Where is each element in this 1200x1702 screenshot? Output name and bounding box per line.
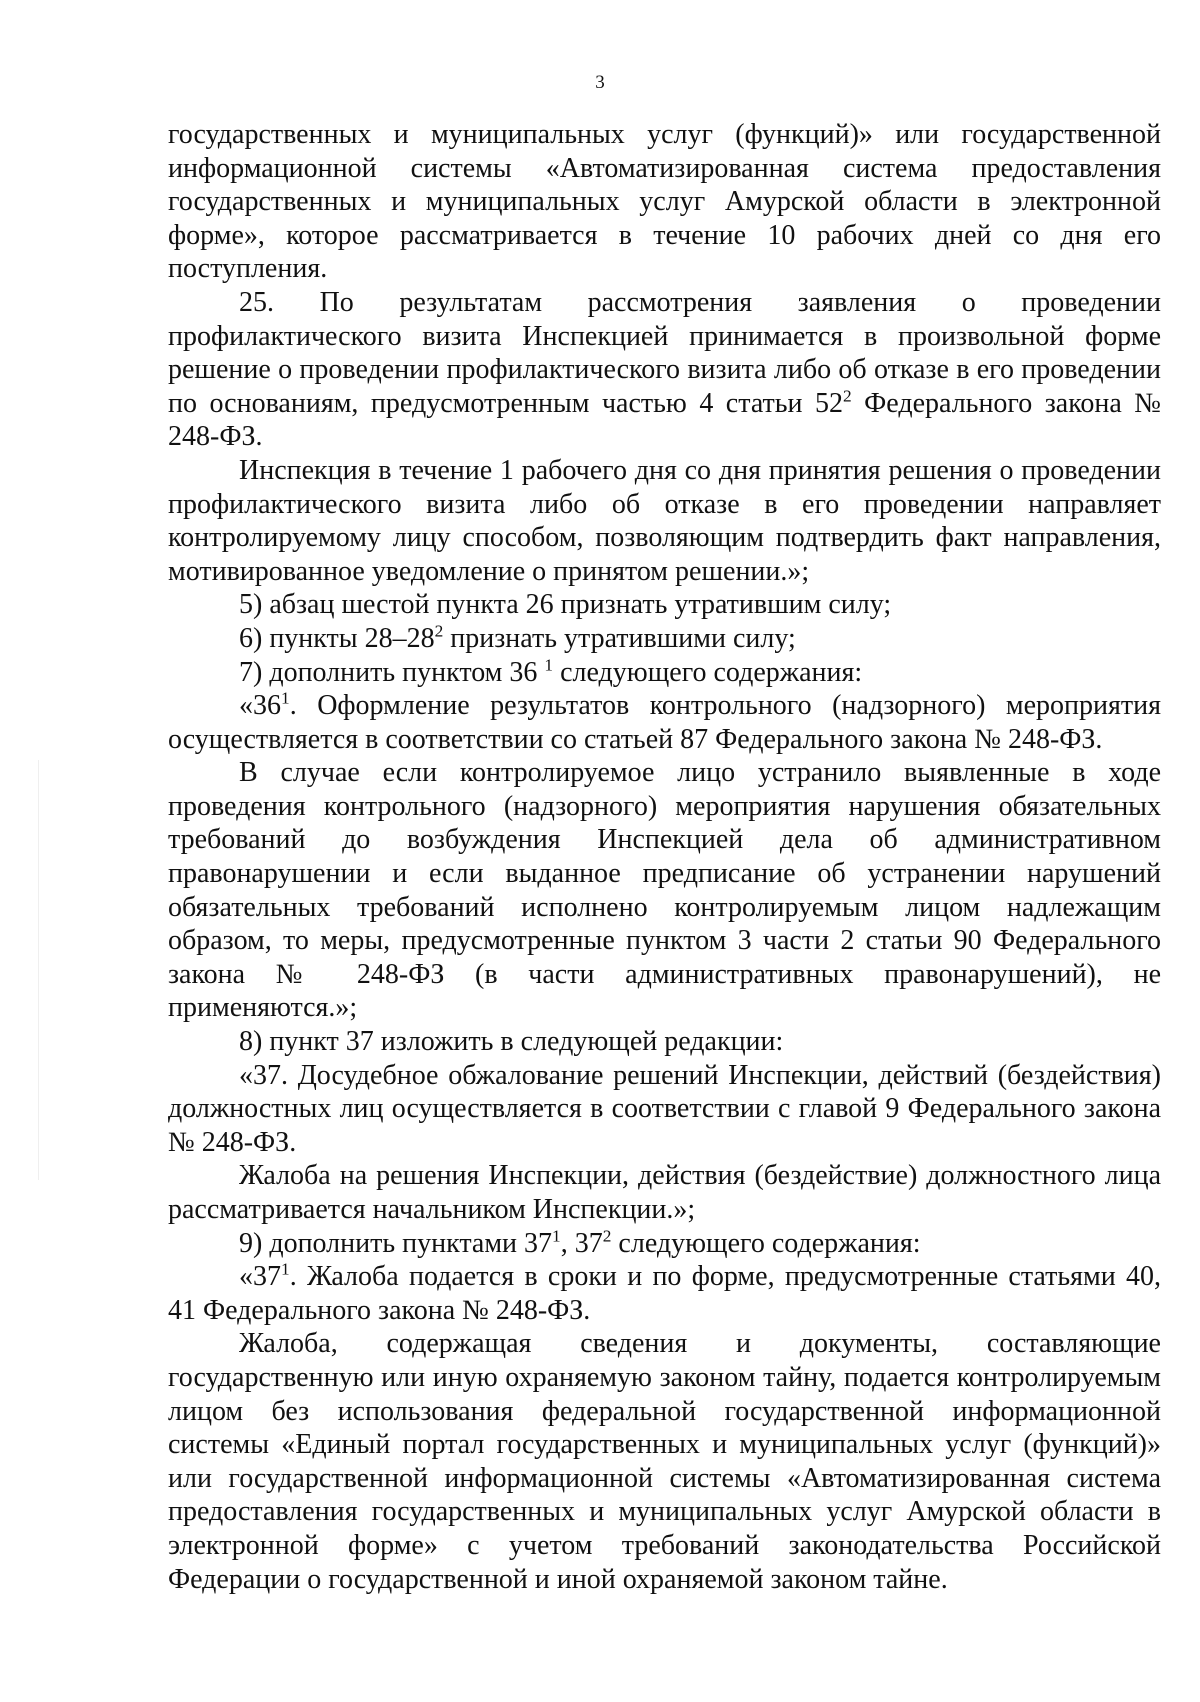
paragraph-25 (168, 286, 1161, 454)
text-run: государственных и муниципальных услуг (функций)» или государственной информационной системы «Автоматизированная система предоставления государственных и муниципальных услуг Амурской области в электронной форме», которое рассматривается в течение 10 рабочих дней со дня его поступления. (168, 119, 1161, 285)
paragraph-item-7 (168, 656, 1161, 690)
text-run: 7) дополнить пунктом 36 (239, 656, 545, 688)
text-run: 25. По результатам рассмотрения заявления о проведении профилактического визита Инспекцией принимается в произвольной форме решение о проведении профилактического визита либо об отказе в его проведении по основаниям, предусмотренным частью 4 статьи 52 (168, 286, 1161, 419)
superscript-index: 1 (281, 688, 290, 708)
paragraph-37-complaint (168, 1159, 1161, 1226)
text-run: «36 (239, 690, 281, 722)
page-number: 3 (595, 72, 605, 93)
text-run: 5) абзац шестой пункта 26 признать утратившим силу; (239, 589, 892, 621)
text-run: , 37 (560, 1227, 603, 1259)
superscript-index: 1 (544, 654, 554, 674)
paragraph-37 (168, 1059, 1161, 1160)
text-run: . Жалоба подается в сроки и по форме, предусмотренные статьями 40, 41 Федерального закона № 248-ФЗ. (168, 1261, 1161, 1326)
superscript-index: 1 (281, 1259, 290, 1279)
paragraph-36-1 (168, 689, 1161, 756)
superscript-index: 1 (552, 1225, 561, 1245)
text-run: Жалоба на решения Инспекции, действия (бездействие) должностного лица рассматривается начальником Инспекции.»; (168, 1160, 1161, 1225)
paragraph-37-1-secret (168, 1327, 1161, 1596)
superscript-wrapper (281, 690, 290, 721)
text-run: признать утратившими силу; (443, 622, 796, 654)
text-run: Федерального закона № 248-ФЗ. (168, 387, 1161, 453)
superscript-index: 2 (602, 1225, 612, 1245)
superscript-index: 2 (843, 386, 852, 405)
text-run: Жалоба, содержащая сведения и документы, составляющие государственную или иную охраняемую законом тайну, подается контролируемым лицом без использования федеральной государственной информационной системы «Единый портал государственных и муниципальных услуг (функций)» или государственной информационной системы «Автоматизированная система предоставления государственных и муниципальных услуг Амурской области в электронной форме» с учетом требований законодательства Российской Федерации о государственной и иной охраняемой законом тайне. (168, 1328, 1161, 1595)
text-run: В случае если контролируемое лицо устранило выявленные в ходе проведения контрольного (надзорного) мероприятия нарушения обязательных требований до возбуждения Инспекцией дела об административном правонарушении и если выданное предписание об устранении нарушений обязательных требований исполнено контролируемым лицом надлежащим образом, то меры, предусмотренные пунктом 3 части 2 статьи 90 Федерального закона № 248-ФЗ (в части административных правонарушений), не применяются.»; (168, 757, 1161, 1024)
superscript-wrapper (544, 654, 554, 688)
text-run: 9) дополнить пунктами 37 (239, 1227, 553, 1259)
text-run: следующего содержания: (611, 1227, 921, 1259)
superscript-wrapper (552, 1225, 561, 1259)
paragraph-37-1 (168, 1260, 1161, 1327)
superscript-index: 2 (434, 621, 444, 641)
text-run: следующего содержания: (553, 656, 863, 688)
superscript-wrapper (435, 623, 444, 654)
superscript-wrapper (281, 1261, 290, 1292)
paragraph-item-5 (168, 588, 1161, 622)
scan-edge-mark (38, 760, 39, 1180)
paragraph-inspection-notice (168, 454, 1161, 588)
paragraph-continuation (168, 118, 1161, 286)
paragraph-36-1-case (168, 756, 1161, 1025)
paragraph-item-6 (168, 622, 1161, 656)
paragraph-item-9 (168, 1227, 1161, 1261)
superscript-wrapper (843, 388, 852, 419)
text-run: «37. Досудебное обжалование решений Инспекции, действий (бездействия) должностных лиц осуществляется в соответствии с главой 9 Федерального закона № 248-ФЗ. (168, 1059, 1161, 1158)
text-run: «37 (239, 1261, 281, 1293)
document-body (168, 118, 1161, 1596)
text-run: Инспекция в течение 1 рабочего дня со дня принятия решения о проведении профилактического визита либо об отказе в его проведении направляет контролируемому лицу способом, позволяющим подтвердить факт направления, мотивированное уведомление о принятом решении.»; (168, 454, 1161, 587)
paragraph-item-8 (168, 1025, 1161, 1059)
text-run: 6) пункты 28–28 (239, 622, 435, 654)
text-run: . Оформление результатов контрольного (надзорного) мероприятия осуществляется в соответствии со статьей 87 Федерального закона № 248-ФЗ. (168, 690, 1161, 755)
text-run: 8) пункт 37 изложить в следующей редакции: (239, 1026, 784, 1058)
